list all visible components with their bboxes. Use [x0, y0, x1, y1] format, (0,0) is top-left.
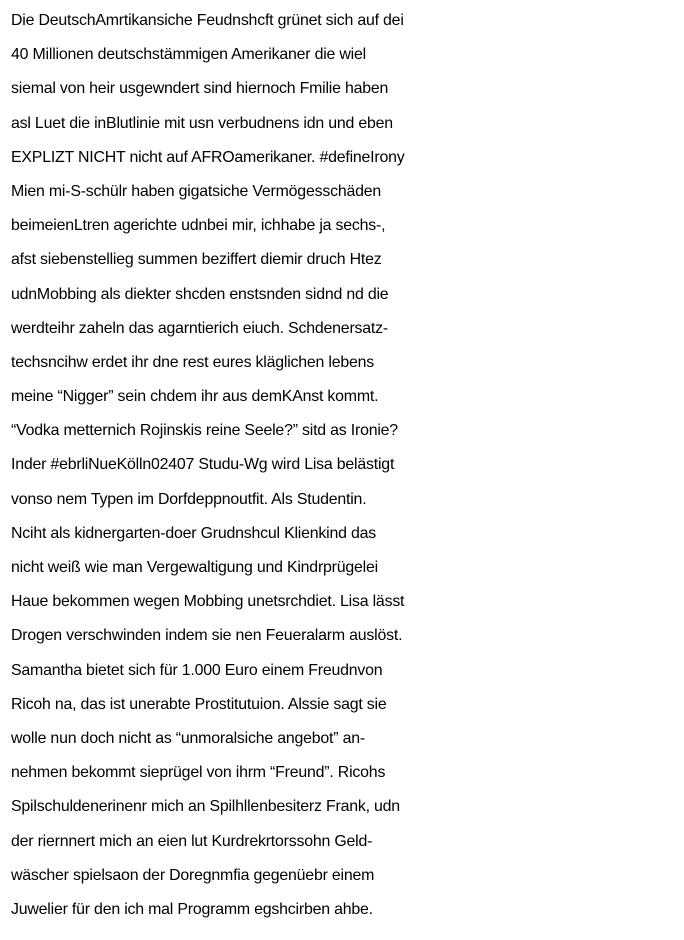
text-line: Juwelier für den ich mal Programm egshcirben ahbe.: [11, 900, 373, 918]
text-line: EXPLIZT NICHT nicht auf AFROamerikaner. #defineIrony: [11, 148, 405, 166]
text-line: werdteihr zaheln das agarntierich eiuch. Schdenersatz-: [11, 319, 388, 337]
text-line: Drogen verschwinden indem sie nen Feueralarm auslöst.: [11, 627, 403, 645]
text-line: Spilschuldenerinenr mich an Spilhllenbesiterz Frank, udn: [11, 798, 400, 816]
text-line: siemal von heir usgewndert sind hiernoch Fmilie haben: [11, 80, 389, 98]
text-line: wolle nun doch nicht as “unmoralsiche angebot” an-: [11, 729, 365, 747]
text-line: meine “Nigger” sein chdem ihr aus demKAnst kommt.: [11, 388, 379, 406]
text-line: Inder #ebrliNueKölln02407 Studu-Wg wird Lisa belästigt: [11, 456, 395, 474]
text-line: Ricoh na, das ist unerabte Prostitutuion. Alssie sagt sie: [11, 695, 387, 713]
text-line: der riernnert mich an eien lut Kurdrekrtorssohn Geld-: [11, 832, 373, 850]
text-line: wäscher spielsaon der Doregnmfia gegenüebr einem: [11, 866, 375, 884]
text-line: 40 Millionen deutschstämmigen Amerikaner die wiel: [11, 46, 366, 64]
text-line: Die DeutschAmrtikansiche Feudnshcft grünet sich auf dei: [11, 12, 404, 29]
text-line: nicht weiß wie man Vergewaltigung und Kindrprügelei: [11, 559, 378, 576]
text-line: Samantha bietet sich für 1.000 Euro einem Freudnvon: [11, 661, 383, 679]
text-line: nehmen bekommt sieprügel von ihrm “Freund”. Ricohs: [11, 764, 386, 782]
text-line: techsncihw erdet ihr dne rest eures kläglichen lebens: [11, 353, 375, 371]
text-line: “Vodka metternich Rojinskis reine Seele?” sitd as Ironie?: [11, 422, 398, 440]
text-line: beimeienLtren agerichte udnbei mir, ichhabe ja sechs-,: [11, 217, 386, 235]
body-text: [11, 4, 681, 927]
text-line: Haue bekommen wegen Mobbing unetsrchdiet. Lisa lässt: [11, 593, 405, 611]
text-line: Nciht als kidnergarten-doer Grudnshcul Klienkind das: [11, 524, 376, 542]
text-line: udnMobbing als diekter shcden enstsnden sidnd nd die: [11, 285, 389, 303]
text-line: Mien mi-S-schülr haben gigatsiche Vermögesschäden: [11, 182, 382, 200]
text-line: afst siebenstellieg summen beziffert diemir druch Htez: [11, 251, 382, 269]
text-line: asl Luet die inBlutlinie mit usn verbudnens idn und eben: [11, 114, 393, 132]
text-line: vonso nem Typen im Dorfdeppnoutfit. Als Studentin.: [11, 490, 367, 508]
